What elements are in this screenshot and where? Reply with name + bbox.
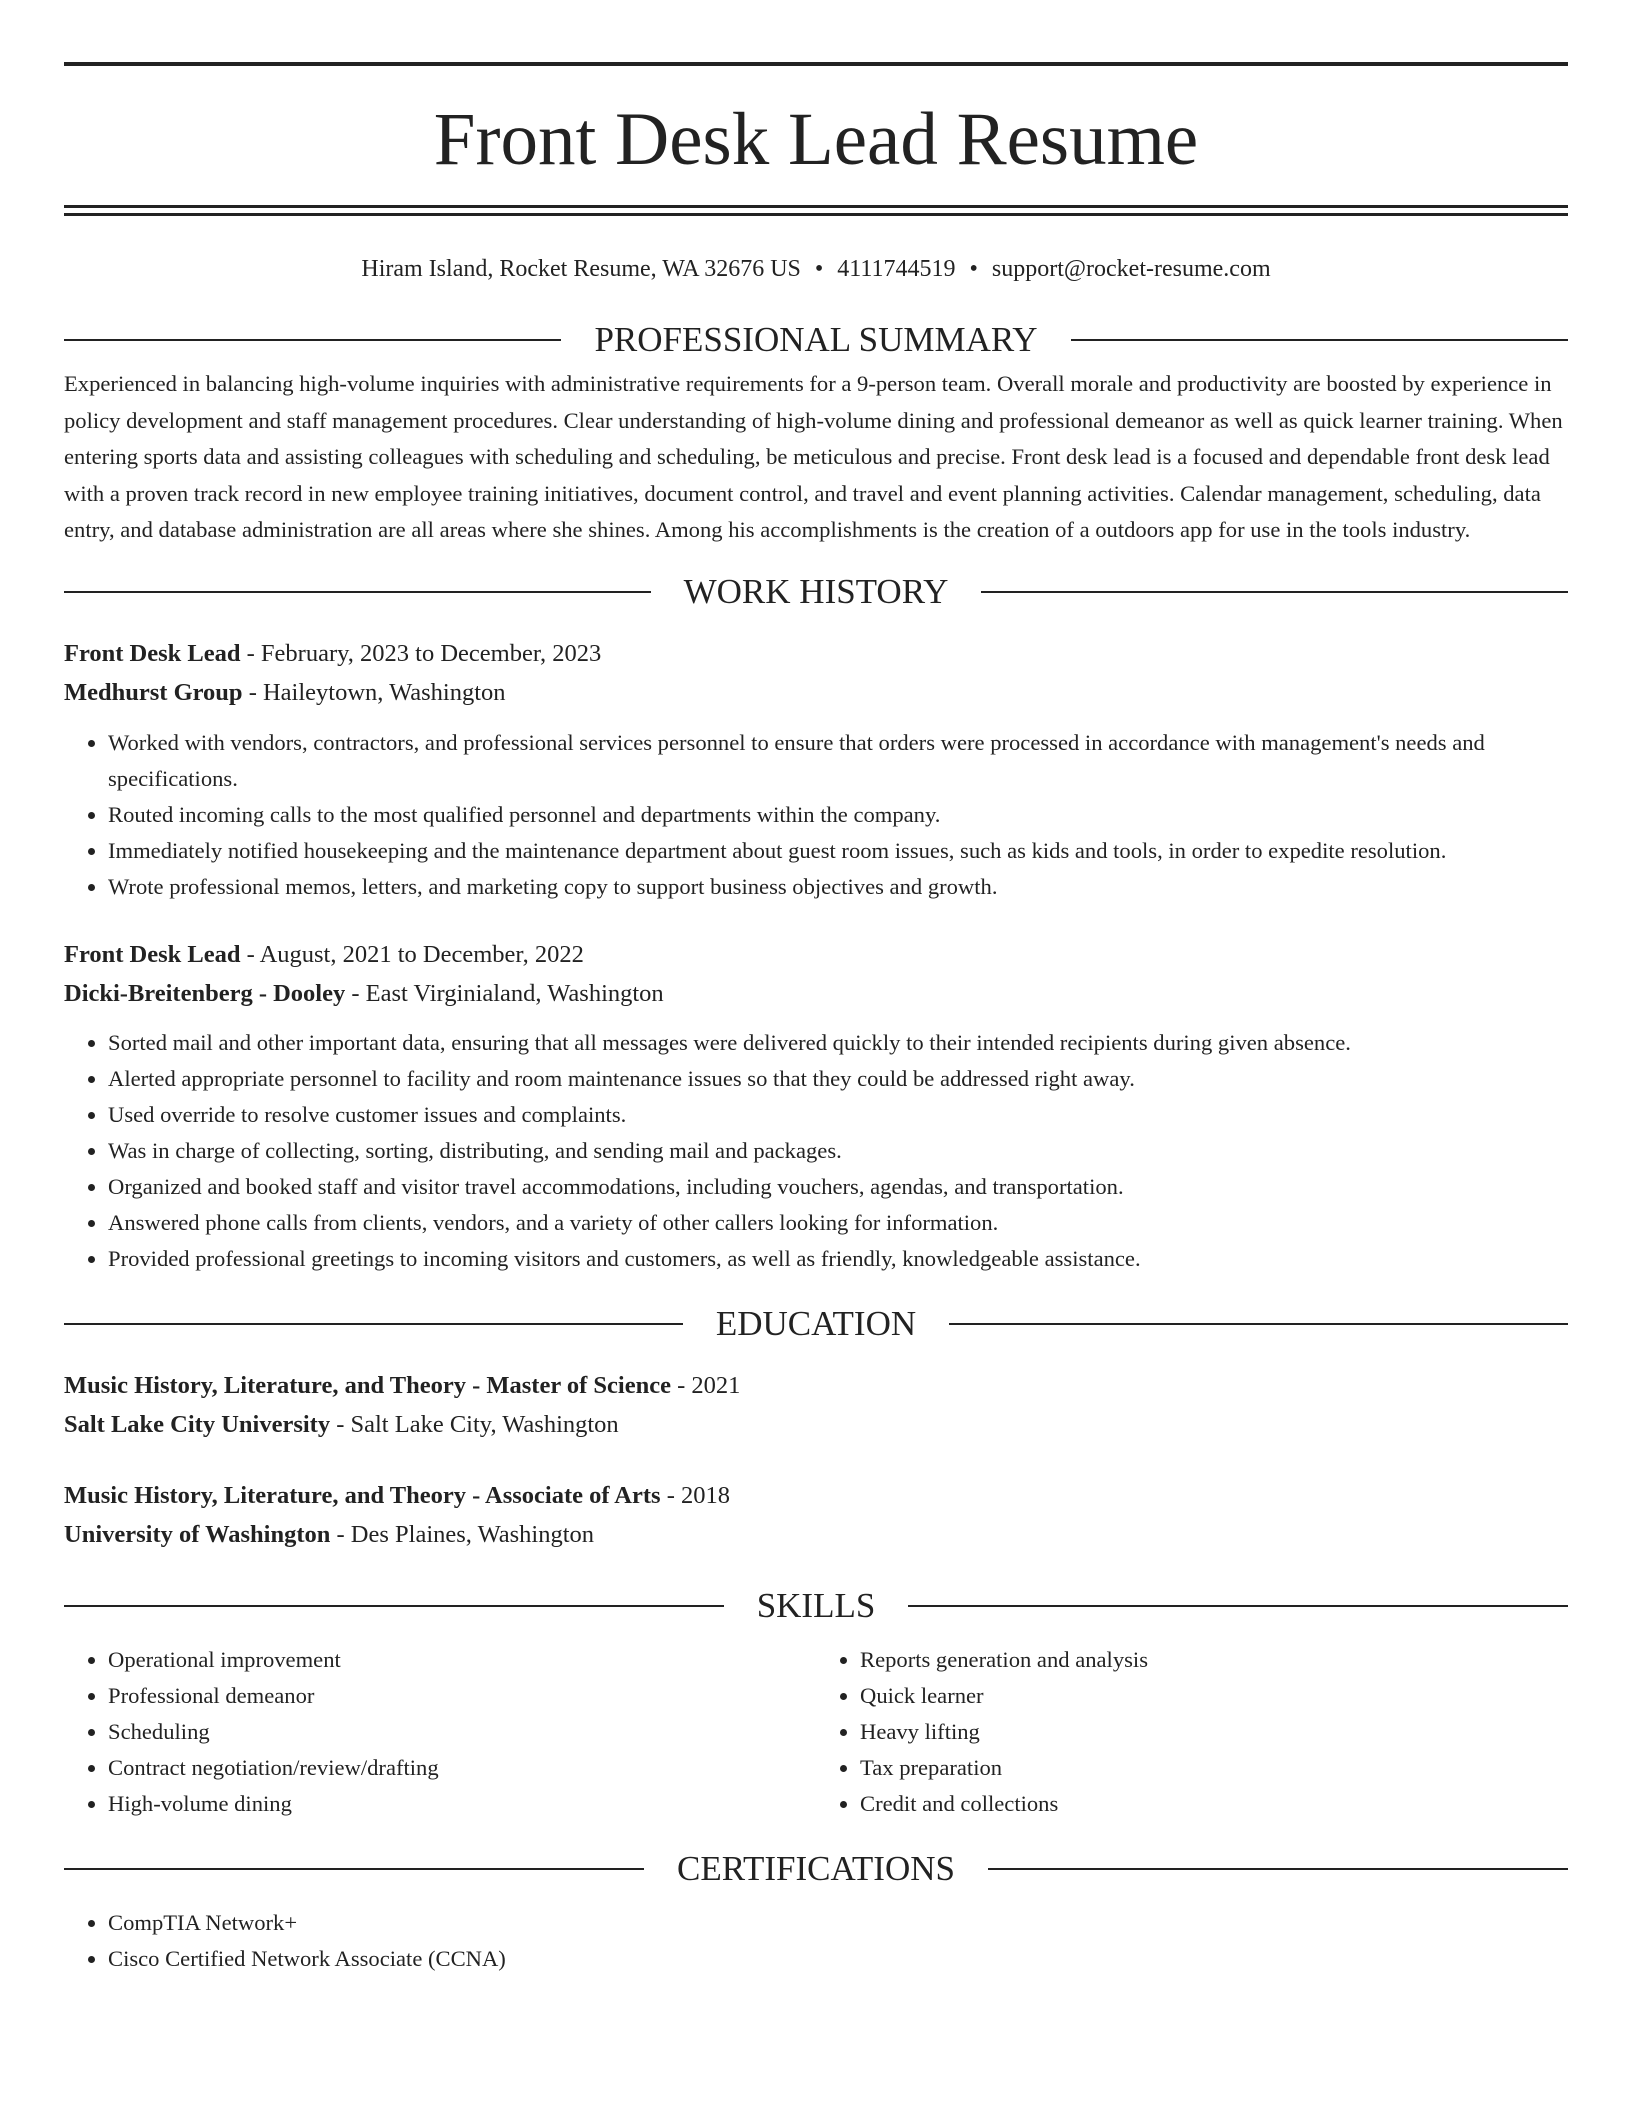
skills-column-left (64, 1642, 816, 1822)
job-dates: - February, 2023 to December, 2023 (240, 639, 602, 667)
education-degree: Music History, Literature, and Theory - Master of Science (64, 1371, 671, 1399)
section-title-skills: SKILLS (756, 1585, 876, 1625)
section-title-certifications: CERTIFICATIONS (677, 1848, 955, 1888)
job-entry (64, 935, 1568, 1277)
skill-item: • Reports generation and analysis (860, 1642, 1568, 1678)
education-degree-line (64, 1476, 1568, 1515)
job-bullet: • Organized and booked staff and visitor travel accommodations, including vouchers, agendas, and transportation. (108, 1169, 1568, 1205)
divider-line (949, 1323, 1568, 1325)
job-company: Medhurst Group (64, 678, 243, 706)
skill-item: • Professional demeanor (108, 1678, 816, 1714)
divider-line (64, 1605, 724, 1607)
education-year: - 2018 (660, 1481, 730, 1509)
certification-item: • Cisco Certified Network Associate (CCNA) (108, 1941, 1568, 1977)
contact-separator: • (814, 256, 824, 282)
skill-item: • Operational improvement (108, 1642, 816, 1678)
education-entry (64, 1366, 1568, 1444)
education-degree: Music History, Literature, and Theory - Associate of Arts (64, 1481, 661, 1509)
skill-item: • High-volume dining (108, 1786, 816, 1822)
job-bullet: • Alerted appropriate personnel to facility and room maintenance issues so that they could be addressed right away. (108, 1061, 1568, 1097)
education-entry (64, 1476, 1568, 1554)
contact-phone: 4111744519 (837, 256, 956, 282)
summary-text: Experienced in balancing high-volume inquiries with administrative requirements for a 9-person team. Overall morale and productivity are boosted by experience in policy development and staff management procedures. Clear understanding of high-volume dining and professional demeanor as well as quick learner training. When entering sports data and assisting colleagues with scheduling and scheduling, be meticulous and precise. Front desk lead is a focused and dependable front desk lead with a proven track record in new employee training initiatives, document control, and travel and event planning activities. Calendar management, scheduling, data entry, and database administration are all areas where she shines. Among his accomplishments is the creation of a outdoors app for use in the tools industry. (64, 371, 1563, 542)
skill-item: • Contract negotiation/review/drafting (108, 1750, 816, 1786)
job-bullet: • Answered phone calls from clients, vendors, and a variety of other callers looking for information. (108, 1205, 1568, 1241)
education-year: - 2021 (670, 1371, 741, 1399)
divider-line (64, 1868, 644, 1870)
certification-item: • CompTIA Network+ (108, 1905, 1568, 1941)
skill-item: • Tax preparation (860, 1750, 1568, 1786)
section-header-work (64, 572, 1568, 612)
job-entry (64, 634, 1568, 905)
title-double-rule (64, 205, 1568, 216)
section-header-skills (64, 1586, 1568, 1626)
education-location: - Des Plaines, Washington (330, 1520, 595, 1548)
job-bullets (64, 1025, 1568, 1277)
skill-item: • Credit and collections (860, 1786, 1568, 1822)
section-header-summary (64, 320, 1568, 360)
job-title: Front Desk Lead (64, 639, 241, 667)
job-title-line (64, 634, 1568, 673)
education-school-line (64, 1515, 1568, 1554)
job-bullet: • Routed incoming calls to the most qualified personnel and departments within the company. (108, 797, 1568, 833)
divider-line (64, 339, 561, 341)
divider-line (1071, 339, 1568, 341)
education-degree-line (64, 1366, 1568, 1405)
skills-list (64, 1642, 1568, 1822)
section-header-education (64, 1304, 1568, 1344)
skill-item: • Quick learner (860, 1678, 1568, 1714)
contact-email: support@rocket-resume.com (991, 256, 1271, 282)
education-school: Salt Lake City University (64, 1410, 331, 1438)
job-company: Dicki-Breitenberg - Dooley (64, 979, 346, 1007)
job-bullet: • Used override to resolve customer issues and complaints. (108, 1097, 1568, 1133)
job-bullet: • Was in charge of collecting, sorting, distributing, and sending mail and packages. (108, 1133, 1568, 1169)
certifications-list (64, 1905, 1568, 1977)
skill-item: • Heavy lifting (860, 1714, 1568, 1750)
job-bullet: • Wrote professional memos, letters, and marketing copy to support business objectives and growth. (108, 869, 1568, 905)
skills-column-right (816, 1642, 1568, 1822)
education-school-line (64, 1405, 1568, 1444)
section-header-certifications (64, 1849, 1568, 1889)
contact-separator: • (969, 256, 978, 282)
job-location: - Haileytown, Washington (242, 678, 506, 706)
job-company-line (64, 673, 1568, 712)
divider-line (64, 1323, 683, 1325)
job-title-line (64, 935, 1568, 974)
job-bullet: • Immediately notified housekeeping and the maintenance department about guest room issues, such as kids and tools, in order to expedite resolution. (108, 833, 1568, 869)
job-title: Front Desk Lead (64, 940, 241, 968)
top-rule (64, 62, 1568, 66)
divider-line (981, 591, 1568, 593)
job-bullets (64, 725, 1568, 905)
job-bullet: • Worked with vendors, contractors, and professional services personnel to ensure that orders were processed in accordance with management's needs and specifications. (108, 725, 1568, 797)
contact-address: Hiram Island, Rocket Resume, WA 32676 US (361, 256, 801, 282)
divider-line (908, 1605, 1568, 1607)
resume-title: Front Desk Lead Resume (433, 98, 1199, 181)
divider-line (64, 591, 651, 593)
job-company-line (64, 974, 1568, 1013)
job-dates: - August, 2021 to December, 2022 (240, 940, 584, 968)
section-title-summary: PROFESSIONAL SUMMARY (594, 320, 1038, 359)
section-title-education: EDUCATION (715, 1303, 917, 1343)
education-school: University of Washington (64, 1520, 331, 1548)
contact-line (64, 252, 1568, 286)
section-title-work: WORK HISTORY (683, 571, 949, 611)
job-bullet: • Provided professional greetings to incoming visitors and customers, as well as friendly, knowledgeable assistance. (108, 1241, 1568, 1277)
education-location: - Salt Lake City, Washington (330, 1410, 619, 1438)
skill-item: • Scheduling (108, 1714, 816, 1750)
job-location: - East Virginialand, Washington (345, 979, 664, 1007)
job-bullet: • Sorted mail and other important data, ensuring that all messages were delivered quickly to their intended recipients during given absence. (108, 1025, 1568, 1061)
divider-line (988, 1868, 1568, 1870)
